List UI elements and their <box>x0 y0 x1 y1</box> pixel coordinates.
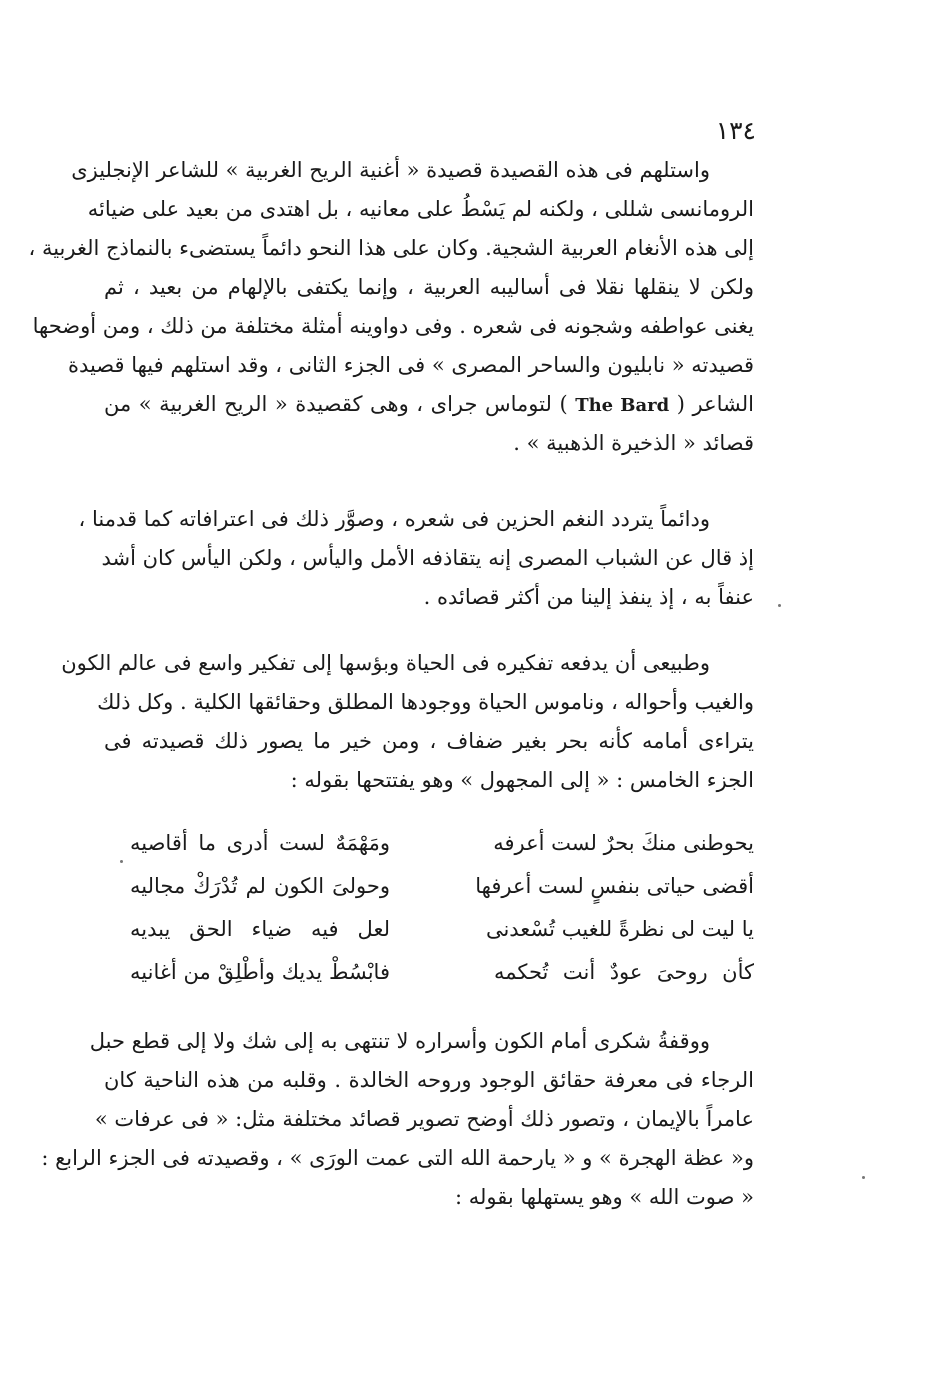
poem <box>130 822 754 994</box>
scan-speck <box>862 1176 865 1179</box>
scan-speck <box>778 604 781 607</box>
text-line: عنفاً به ، إذ ينفذ إلينا من أكثر قصائده . <box>423 585 754 609</box>
poem-verse <box>130 822 754 865</box>
text-line: والغيب وأحواله ، وناموس الحياة ووجودها المطلق وحقائقها الكلية . وكل ذلك <box>97 690 754 714</box>
text-line: قصائد « الذخيرة الذهبية » . <box>513 431 754 455</box>
text-line: ووقفةُ شكرى أمام الكون وأسراره لا تنتهى به إلى شك ولا إلى قطع حبل <box>89 1029 710 1053</box>
text-line: وطبيعى أن يدفعه تفكيره فى الحياة وبؤسها إلى تفكير واسع فى عالم الكون <box>61 651 710 675</box>
latin-title: The Bard <box>575 395 670 416</box>
text-line: يتراءى أمامه كأنه بحر بغير ضفاف ، ومن خير ما يصور ذلك قصيدته فى <box>104 729 754 753</box>
poem-verse <box>130 951 754 994</box>
poem-first-hemistich: كأن روحىَ عودٌ أنت تُحكمه <box>494 960 754 984</box>
poem-second-hemistich: ومَهْمَهٌ لست أدرى ما أقاصيه <box>130 831 390 855</box>
poem-second-hemistich: فابْسُطْ يديك وأطْلِقْ من أغانيه <box>130 960 390 984</box>
text-line: يغنى عواطفه وشجونه فى شعره . وفى دواوينه أمثلة مختلفة من ذلك ، ومن أوضحها <box>32 314 754 338</box>
text-line: ولكن لا ينقلها نقلا فى أساليبه العربية ، وإنما يكتفى بالإلهام من بعيد ، ثم <box>104 275 754 299</box>
paragraph-1 <box>28 151 754 463</box>
text-line: إذ قال عن الشباب المصرى إنه يتقاذفه الأمل واليأس ، ولكن اليأس كان أشد <box>101 546 754 570</box>
poem-second-hemistich: لعل فيه ضياء الحق يبديه <box>130 917 390 941</box>
paragraph-2 <box>78 500 754 617</box>
text-line: ودائماً يتردد النغم الحزين فى شعره ، وصوَّر ذلك فى اعترافاته كما قدمنا ، <box>78 507 710 531</box>
paragraph-4 <box>41 1022 754 1217</box>
paragraph-3 <box>61 644 754 800</box>
poem-second-hemistich: وحولىَ الكون لم تُدْرَكْ مجاليه <box>130 874 390 898</box>
text-line: الشاعر ( The Bard ) لتوماس جراى ، وهى كقصيدة « الريح الغربية » من <box>104 392 754 416</box>
poem-first-hemistich: أقضى حياتى بنفسٍ لست أعرفها <box>475 874 754 898</box>
text-line: عامراً بالإيمان ، وتصور ذلك أوضح تصوير قصائد مختلفة مثل: « فى عرفات » <box>94 1107 754 1131</box>
poem-verse <box>130 865 754 908</box>
text-line: الجزء الخامس : « إلى المجهول » وهو يفتتحها بقوله : <box>290 768 754 792</box>
text-line: واستلهم فى هذه القصيدة قصيدة « أغنية الريح الغربية » للشاعر الإنجليزى <box>71 158 710 182</box>
text-line: و« عظة الهجرة » و « يارحمة الله التى عمت الورَى » ، وقصيدته فى الجزء الرابع : <box>41 1146 754 1170</box>
poem-first-hemistich: يا ليت لى نظرةً للغيب تُسْعدنى <box>485 917 754 941</box>
text-line: إلى هذه الأنغام العربية الشجية. وكان على هذا النحو دائماً يستضىء بالنماذج الغربية ، <box>28 236 754 260</box>
text-line: الرومانسى شللى ، ولكنه لم يَسْطُ على معانيه ، بل اهتدى من بعيد على ضيائه <box>87 197 754 221</box>
scan-speck <box>120 860 123 863</box>
text-line: « صوت الله » وهو يستهلها بقوله : <box>454 1185 754 1209</box>
poem-first-hemistich: يحوطنى منكَ بحرٌ لست أعرفه <box>493 831 754 855</box>
text-line: الرجاء فى معرفة حقائق الوجود وروحه الخالدة . وقلبه من هذه الناحية كان <box>104 1068 754 1092</box>
page-number: ١٣٤ <box>715 116 756 145</box>
text-line: قصيدته « نابليون والساحر المصرى » فى الجزء الثانى ، وقد استلهم فيها قصيدة <box>67 353 754 377</box>
poem-verse <box>130 908 754 951</box>
